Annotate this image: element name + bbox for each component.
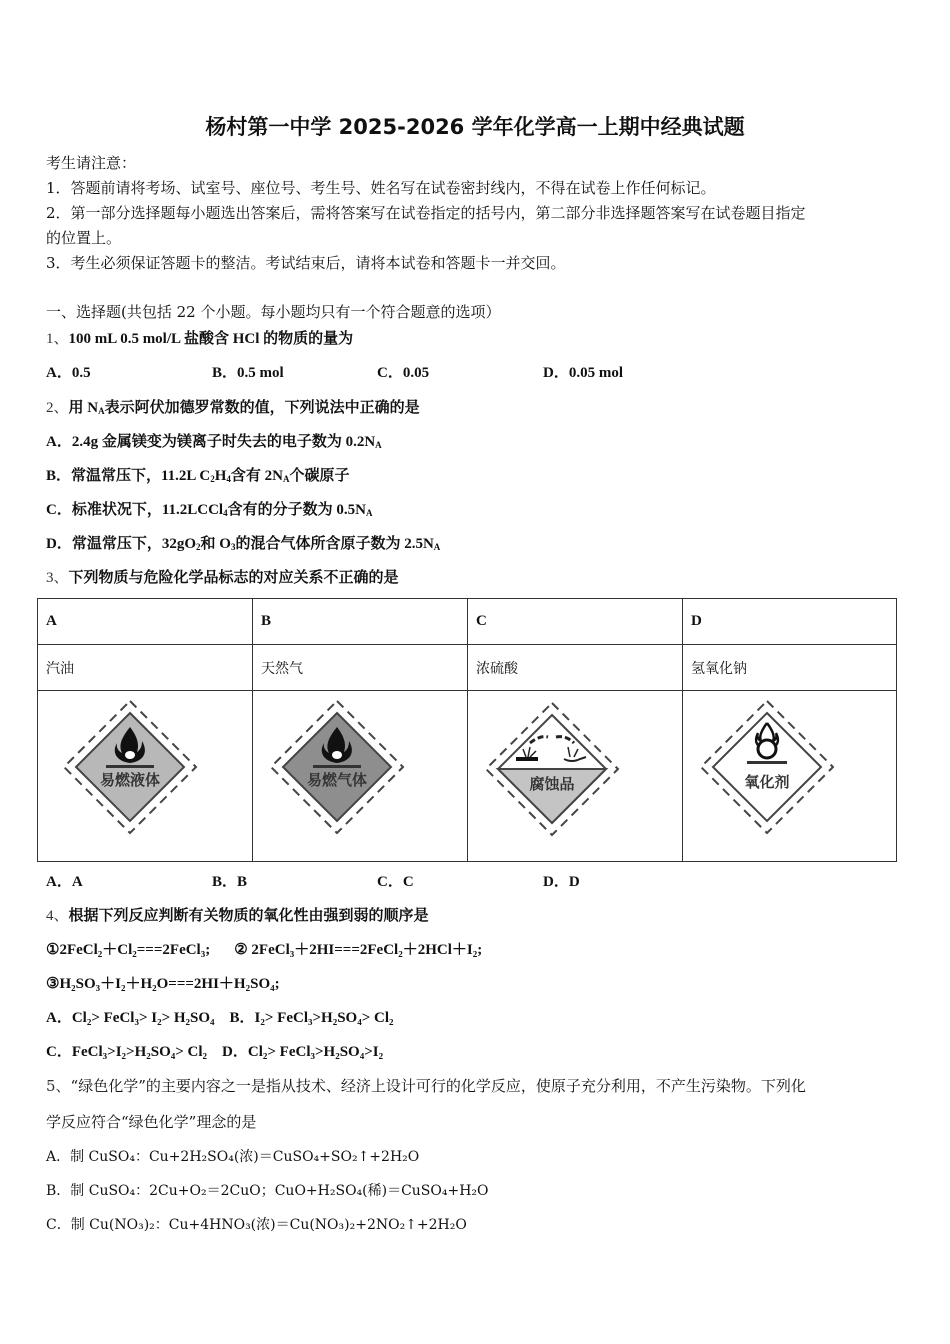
sign-cell bbox=[683, 691, 897, 862]
q2-option-c bbox=[46, 498, 372, 519]
q4-reaction-3: ③H₂SO₃＋I₂＋H₂O===2HI＋H₂SO₄; bbox=[46, 976, 280, 992]
notice-item-2-cont: 的位置上。 bbox=[46, 229, 122, 247]
substance-cell: 天然气 bbox=[253, 645, 468, 691]
table-header-cell: C bbox=[468, 599, 683, 645]
q2-option-b bbox=[46, 464, 349, 485]
sign-cell bbox=[253, 691, 468, 862]
page-title: 杨村第一中学 2025-2026 学年化学高一上期中经典试题 bbox=[205, 115, 745, 139]
table-row-signs bbox=[38, 691, 897, 862]
q5-option-a: A．制 CuSO₄：Cu+2H₂SO₄(浓)＝CuSO₄+SO₂↑+2H₂O bbox=[46, 1149, 420, 1165]
question-number: 4、 bbox=[46, 908, 69, 924]
option-text: A．2.4g 金属镁变为镁离子时失去的电子数为 0.2N bbox=[46, 434, 376, 450]
subscript: 4 bbox=[223, 508, 228, 518]
q4-options-cd: C．FeCl₃>I₂>H₂SO₄> Cl₂ D．Cl₂> FeCl₃>H₂SO₄>I₂ bbox=[46, 1044, 384, 1060]
question-number: 3、 bbox=[46, 570, 69, 586]
subscript: 2 bbox=[196, 542, 201, 552]
q4-options-ab: A．Cl₂> FeCl₃> I₂> H₂SO₄ B．I₂> FeCl₃>H₂SO₄> Cl₂ bbox=[46, 1010, 394, 1026]
table-header-cell: A bbox=[38, 599, 253, 645]
question-5 bbox=[46, 1075, 806, 1096]
question-stem-cont: 表示阿伏加德罗常数的值，下列说法中正确的是 bbox=[104, 400, 420, 416]
question-stem: 根据下列反应判断有关物质的氧化性由强到弱的顺序是 bbox=[68, 908, 429, 924]
table-header-row bbox=[38, 599, 897, 645]
section-heading: 一、选择题(共包括 22 个小题。每小题均只有一个符合题意的选项） bbox=[46, 303, 501, 321]
reaction-2: ② 2FeCl₃＋2HI===2FeCl₂＋2HCl＋I₂; bbox=[234, 942, 483, 958]
substance-cell: 浓硫酸 bbox=[468, 645, 683, 691]
option-text: B．常温常压下，11.2L C bbox=[46, 468, 211, 484]
flammable-gas-sign-icon bbox=[267, 697, 407, 837]
option-text: 含有 2N bbox=[230, 468, 283, 484]
option-text: D．常温常压下，32gO bbox=[46, 536, 197, 552]
table-header-cell: D bbox=[683, 599, 897, 645]
table-row-substances bbox=[38, 645, 897, 691]
q2-option-d bbox=[46, 532, 440, 553]
q3-option-d: D．D bbox=[543, 874, 580, 890]
q4-reactions-line1 bbox=[46, 938, 482, 959]
notice-item-2: 2．第一部分选择题每小题选出答案后，需将答案写在试卷指定的括号内，第二部分非选择题答案写在试卷题目指定 bbox=[46, 204, 806, 222]
subscript: 4 bbox=[226, 474, 231, 484]
q1-option-c: C．0.05 bbox=[377, 365, 430, 381]
substance-cell: 氢氧化钠 bbox=[683, 645, 897, 691]
question-number: 5、 bbox=[46, 1077, 71, 1095]
subscript: A bbox=[365, 508, 373, 518]
option-text: H bbox=[214, 468, 227, 484]
subscript: 2 bbox=[210, 474, 215, 484]
sign-label: 易燃液体 bbox=[99, 771, 160, 789]
question-number: 1、 bbox=[46, 331, 69, 347]
q2-option-a bbox=[46, 430, 382, 451]
sign-label: 氧化剂 bbox=[744, 773, 790, 791]
q3-option-a: A．A bbox=[46, 874, 83, 890]
table-header-cell: B bbox=[253, 599, 468, 645]
question-stem: 用 N bbox=[68, 400, 99, 416]
subscript: A bbox=[282, 474, 290, 484]
q5-option-b: B．制 CuSO₄：2Cu+O₂＝2CuO；CuO+H₂SO₄(稀)＝CuSO₄+H₂O bbox=[46, 1183, 489, 1199]
subscript: A bbox=[433, 542, 441, 552]
q1-option-b: B．0.5 mol bbox=[212, 365, 284, 381]
option-text: 含有的分子数为 0.5N bbox=[227, 502, 366, 518]
oxidizer-sign-icon bbox=[697, 697, 837, 837]
question-3 bbox=[46, 566, 399, 587]
q5-option-c: C．制 Cu(NO₃)₂：Cu+4HNO₃(浓)＝Cu(NO₃)₂+2NO₂↑+2H₂O bbox=[46, 1217, 467, 1233]
question-stem: “绿色化学”的主要内容之一是指从技术、经济上设计可行的化学反应，使原子充分利用，不产生污染物。下列化 bbox=[70, 1077, 806, 1095]
subscript: A bbox=[98, 406, 105, 416]
subscript: A bbox=[375, 440, 382, 450]
flammable-liquid-sign-icon bbox=[60, 697, 200, 837]
q3-option-c: C．C bbox=[377, 874, 414, 890]
sign-label: 易燃气体 bbox=[306, 771, 367, 789]
notice-item-3: 3．考生必须保证答题卡的整洁。考试结束后，请将本试卷和答题卡一并交回。 bbox=[46, 254, 566, 272]
q1-option-d: D．0.05 mol bbox=[543, 365, 623, 381]
q3-option-b: B．B bbox=[212, 874, 248, 890]
sign-label: 腐蚀品 bbox=[529, 775, 575, 793]
notice-item-1: 1．答题前请将考场、试室号、座位号、考生号、姓名写在试卷密封线内，不得在试卷上作任何标记。 bbox=[46, 179, 716, 197]
question-stem: 100 mL 0.5 mol/L 盐酸含 HCl 的物质的量为 bbox=[68, 331, 354, 347]
option-text: 和 O bbox=[200, 536, 231, 552]
question-stem: 下列物质与危险化学品标志的对应关系不正确的是 bbox=[68, 570, 399, 586]
substance-cell: 汽油 bbox=[38, 645, 253, 691]
question-5-cont: 学反应符合“绿色化学”理念的是 bbox=[46, 1113, 257, 1131]
question-2 bbox=[46, 396, 420, 417]
hazard-table bbox=[37, 598, 897, 862]
question-1 bbox=[46, 327, 353, 348]
sign-cell bbox=[38, 691, 253, 862]
option-text: 的混合气体所含原子数为 2.5N bbox=[235, 536, 434, 552]
notice-heading: 考生请注意： bbox=[46, 154, 137, 172]
option-text: C．标准状况下，11.2LCCl bbox=[46, 502, 224, 518]
corrosive-sign-icon bbox=[482, 699, 622, 839]
question-4 bbox=[46, 904, 429, 925]
question-number: 2、 bbox=[46, 400, 69, 416]
subscript: 3 bbox=[230, 542, 236, 552]
reaction-1: ①2FeCl₂＋Cl₂===2FeCl₃; bbox=[46, 942, 211, 958]
q1-option-a: A．0.5 bbox=[46, 365, 91, 381]
option-text: 个碳原子 bbox=[289, 468, 350, 484]
sign-cell bbox=[468, 691, 683, 862]
